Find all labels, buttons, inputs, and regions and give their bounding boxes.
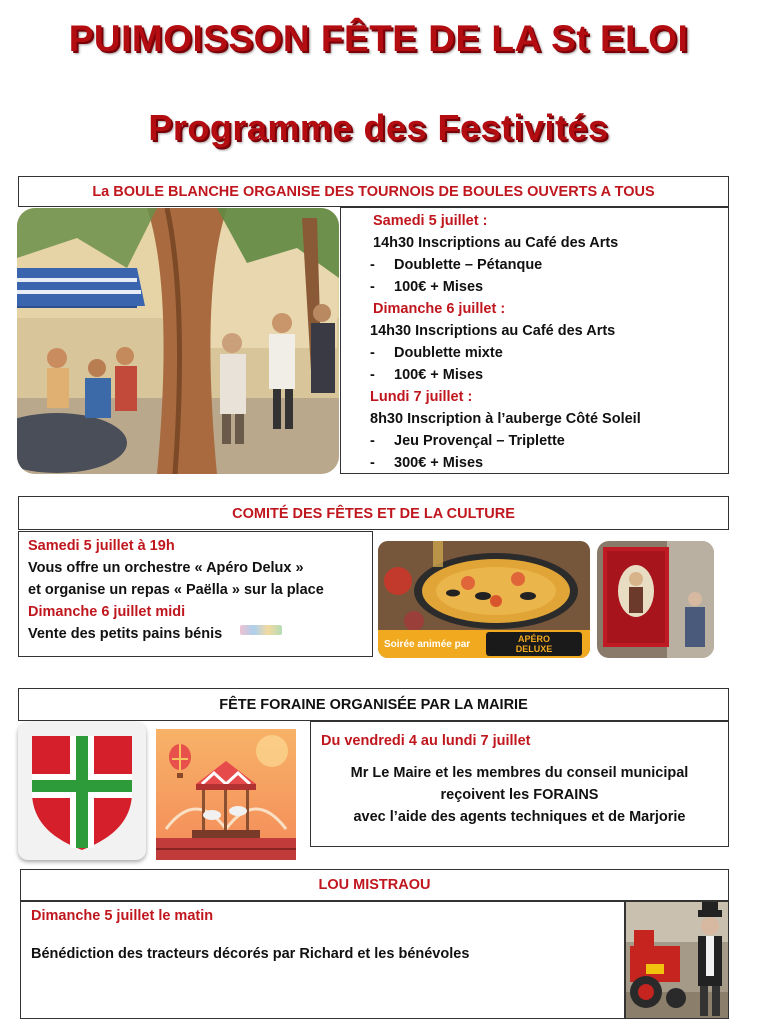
paella-banner: [378, 630, 590, 658]
carousel-illustration: [156, 729, 296, 860]
dash: -: [370, 257, 375, 273]
municipal-shield-frame: [18, 722, 146, 860]
comite-line3: Vente des petits pains bénis: [28, 626, 223, 642]
boules-day2-item2-text: 100€ + Mises: [394, 367, 484, 383]
boules-day3-item2: [370, 455, 483, 471]
comite-line2: et organise un repas « Paëlla » sur la place: [28, 582, 324, 598]
petanque-painting: [17, 208, 339, 474]
logo-line2: DELUXE: [515, 644, 553, 654]
saint-eloi-banner-photo: [597, 541, 714, 658]
boules-day3-item1-text: Jeu Provençal – Triplette: [394, 433, 565, 449]
dash: -: [370, 367, 375, 383]
page-subtitle: Programme des Festivités: [148, 107, 609, 148]
dash: -: [370, 455, 375, 471]
apero-deluxe-logo: [486, 632, 582, 656]
boules-day1-item1-text: Doublette – Pétanque: [394, 257, 543, 273]
tractor-photo-svg: [626, 902, 729, 1019]
foraine-heading: FÊTE FORAINE ORGANISÉE PAR LA MAIRIE: [18, 688, 729, 721]
comite-heading: COMITÉ DES FÊTES ET DE LA CULTURE: [18, 496, 729, 530]
shield-icon: [18, 722, 146, 860]
boules-day1-item1: [370, 257, 542, 273]
foraine-line2: reçoivent les FORAINS: [440, 787, 599, 803]
foraine-dates: Du vendredi 4 au lundi 7 juillet: [321, 733, 531, 749]
boules-day2-item2: [370, 367, 483, 383]
page-title: PUIMOISSON FÊTE DE LA St ELOI: [68, 18, 689, 59]
comite-day2: Dimanche 6 juillet midi: [28, 604, 186, 620]
boules-day3-item2-text: 300€ + Mises: [394, 455, 484, 471]
boules-day1-item2-text: 100€ + Mises: [394, 279, 484, 295]
tractor-photo: [625, 901, 729, 1019]
mistraou-line1: Bénédiction des tracteurs décorés par Richard et les bénévoles: [31, 946, 470, 962]
small-logo-icon: [240, 625, 282, 635]
boules-heading: La BOULE BLANCHE ORGANISE DES TOURNOIS DE BOULES OUVERTS A TOUS: [18, 176, 729, 207]
foraine-line3: avec l’aide des agents techniques et de Marjorie: [353, 809, 686, 825]
petanque-painting-svg: [17, 208, 339, 474]
comite-line1: Vous offre un orchestre « Apéro Delux »: [28, 560, 304, 576]
banner-text: Soirée animée par: [384, 638, 471, 650]
paella-photo: [378, 541, 590, 658]
dash: -: [370, 279, 375, 295]
logo-line1: APÉRO: [517, 634, 550, 644]
mistraou-day: Dimanche 5 juillet le matin: [31, 908, 214, 924]
boules-day1: Samedi 5 juillet :: [373, 213, 488, 229]
boules-day1-item2: [370, 279, 483, 295]
boules-day2-line1: 14h30 Inscriptions au Café des Arts: [370, 323, 616, 339]
boules-day2-item1-text: Doublette mixte: [394, 345, 503, 361]
boules-day3-line1: 8h30 Inscription à l’auberge Côté Soleil: [370, 411, 641, 427]
boules-day2-item1: [370, 345, 503, 361]
boules-day3: Lundi 7 juillet :: [370, 389, 473, 405]
foraine-line1: Mr Le Maire et les membres du conseil municipal: [350, 765, 689, 781]
dash: -: [370, 433, 375, 449]
boules-day3-item1: [370, 433, 565, 449]
dash: -: [370, 345, 375, 361]
carousel-svg: [156, 729, 296, 860]
saint-eloi-banner-svg: [597, 541, 714, 658]
boules-day2: Dimanche 6 juillet :: [373, 301, 506, 317]
comite-day1: Samedi 5 juillet à 19h: [28, 538, 175, 554]
mistraou-heading: LOU MISTRAOU: [20, 869, 729, 901]
boules-day1-line1: 14h30 Inscriptions au Café des Arts: [373, 235, 619, 251]
